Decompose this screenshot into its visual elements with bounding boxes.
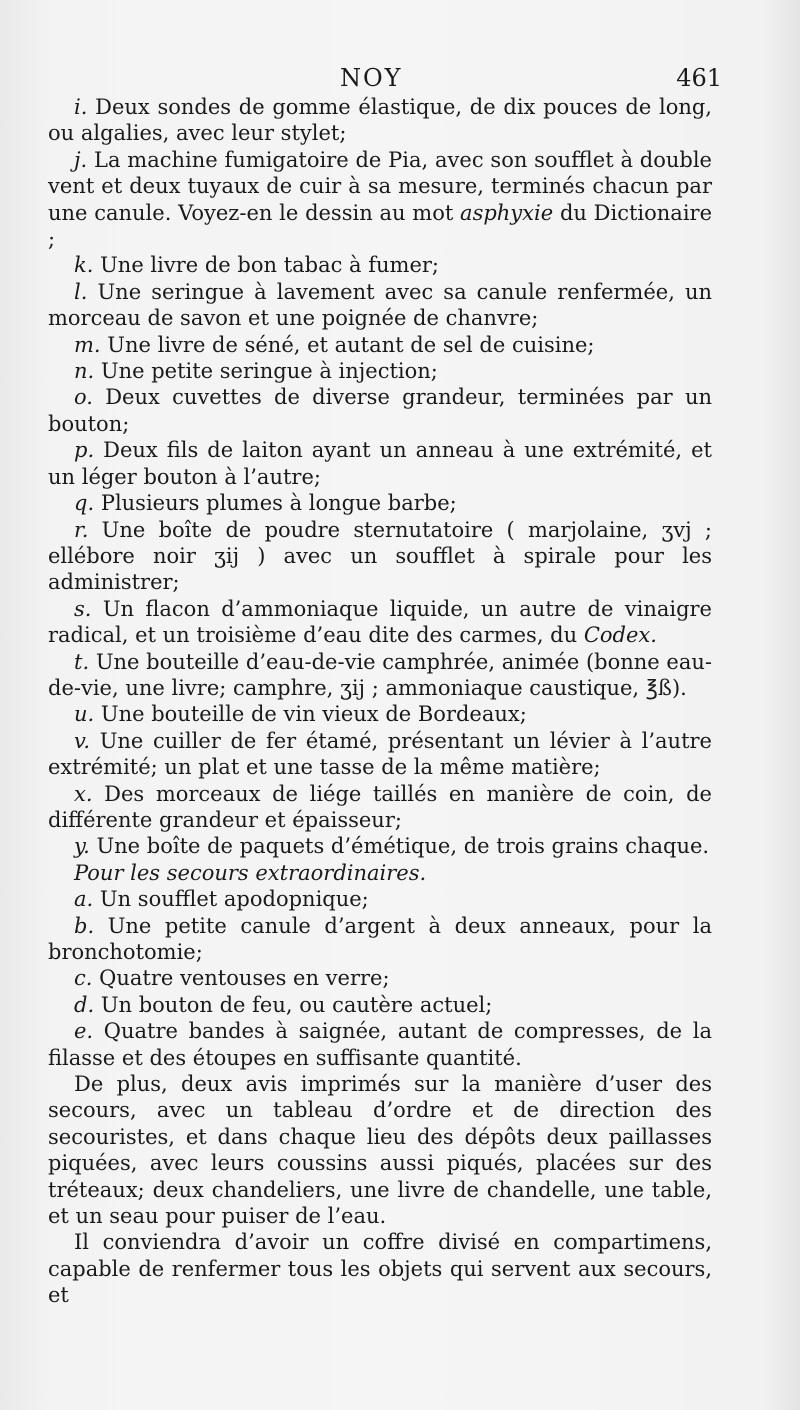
list-item	[48, 437, 712, 490]
item-text: Plusieurs plumes à longue barbe;	[100, 491, 457, 516]
item-letter: n.	[74, 359, 95, 384]
page-number: 461	[676, 64, 722, 92]
item-text: La machine fumigatoire de Pia, avec son soufflet à double vent et deux tuyaux de cuir à sa mesure, terminés chacun par une canule. Voyez-en le dessin au mot	[48, 147, 712, 225]
item-text: Un flacon d’ammoniaque liquide, un autre de vinaigre radical, et un troisième d’eau dite des carmes, du	[48, 596, 712, 648]
item-text: Quatre bandes à saignée, autant de compresses, de la filasse et des étoupes en suffisante quantité.	[48, 1019, 712, 1070]
item-letter: c.	[74, 966, 93, 991]
item-text: Une bouteille de vin vieux de Bordeaux;	[100, 702, 527, 727]
list-item	[48, 701, 712, 727]
item-letter: y.	[74, 834, 90, 859]
item-text: Des morceaux de liége taillés en manière de coin, de différente grandeur et épaisseur;	[48, 781, 712, 832]
list-item	[48, 94, 712, 147]
item-text: Une cuiller de fer étamé, présentant un lévier à l’autre extrémité; un plat et une tasse de la même matière;	[48, 728, 712, 780]
item-letter: q.	[74, 491, 95, 516]
item-text: Quatre ventouses en verre;	[99, 966, 390, 991]
list-item	[48, 781, 712, 834]
item-letter: x.	[74, 781, 93, 806]
list-item	[48, 332, 712, 358]
item-letter: e.	[74, 1019, 94, 1044]
list-item	[48, 596, 712, 649]
item-letter: l.	[74, 279, 88, 304]
item-letter: s.	[74, 596, 92, 621]
list-item	[48, 490, 712, 516]
list-item	[48, 384, 712, 437]
item-letter: u.	[74, 702, 95, 727]
paragraph: Il conviendra d’avoir un coffre divisé en compartimens, capable de renfermer tous les objets qui servent aux secours, et	[48, 1230, 712, 1308]
item-text: Une boîte de poudre sternutatoire ( marjolaine, ʒvj ; ellébore noir ʒij ) avec un soufflet à spirale pour les administrer;	[48, 517, 712, 595]
item-letter: k.	[74, 253, 94, 278]
body-text	[48, 94, 712, 1309]
item-letter: m.	[74, 332, 101, 357]
list-item	[48, 728, 712, 781]
list-item	[48, 1018, 712, 1071]
list-item	[48, 833, 712, 859]
list-item	[48, 147, 712, 253]
item-letter: d.	[74, 992, 95, 1017]
item-text: Un soufflet apodopnique;	[99, 887, 369, 912]
list-item	[48, 992, 712, 1018]
item-text: Une livre de séné, et autant de sel de cuisine;	[107, 332, 595, 357]
item-letter: i.	[74, 95, 88, 119]
item-text: Une bouteille d’eau-de-vie camphrée, animée (bonne eau-de-vie, une livre; camphre, ʒij ; ammoniaque caustique, ℥ß).	[48, 649, 712, 700]
list-item	[48, 649, 712, 702]
paragraph: De plus, deux avis imprimés sur la manière d’user des secours, avec un tableau d’ordre et de direction des secouristes, et dans chaque lieu des dépôts deux paillasses piquées, avec leurs coussins aussi piqués, placées sur des tréteaux; deux chandeliers, une livre de chandelle, une table, et un seau pour puiser de l’eau.	[48, 1072, 712, 1229]
item-text: Une petite seringue à injection;	[100, 359, 438, 384]
item-text: Une seringue à lavement avec sa canule renfermée, un morceau de savon et une poignée de chanvre;	[48, 279, 712, 331]
section-subhead: Pour les secours extraordinaires.	[74, 860, 427, 885]
item-letter: b.	[74, 913, 95, 938]
item-text: Deux cuvettes de diverse grandeur, terminées par un bouton;	[48, 385, 712, 436]
item-letter: a.	[74, 887, 94, 912]
running-head: NOY	[340, 64, 403, 92]
item-letter: j.	[74, 147, 88, 172]
item-text: Deux sondes de gomme élastique, de dix pouces de long, ou algalies, avec leur stylet;	[48, 95, 712, 146]
item-list	[48, 94, 712, 860]
item-letter: v.	[74, 728, 91, 753]
item-letter: p.	[74, 438, 95, 463]
list-item	[48, 279, 712, 332]
item-text: Une petite canule d’argent à deux anneaux, pour la bronchotomie;	[48, 913, 712, 964]
list-item	[48, 965, 712, 991]
list-item	[48, 517, 712, 596]
item-text: Deux fils de laiton ayant un anneau à une extrémité, et un léger bouton à l’autre;	[48, 438, 712, 489]
item-italic: asphyxie	[460, 200, 554, 225]
item-letter: r.	[74, 517, 89, 542]
item-text: Une livre de bon tabac à fumer;	[100, 253, 439, 278]
item-italic: Codex.	[583, 623, 657, 648]
item-list-extraordinary	[48, 886, 712, 1071]
list-item	[48, 886, 712, 912]
list-item	[48, 252, 712, 278]
list-item	[48, 358, 712, 384]
page-header	[48, 62, 722, 96]
item-letter: o.	[74, 385, 93, 410]
item-text: Un bouton de feu, ou cautère actuel;	[100, 992, 493, 1017]
item-letter: t.	[74, 649, 90, 674]
item-text: Une boîte de paquets d’émétique, de trois grains chaque.	[96, 834, 710, 859]
list-item	[48, 913, 712, 966]
item-text-after: du Dictionaire ;	[48, 200, 712, 252]
